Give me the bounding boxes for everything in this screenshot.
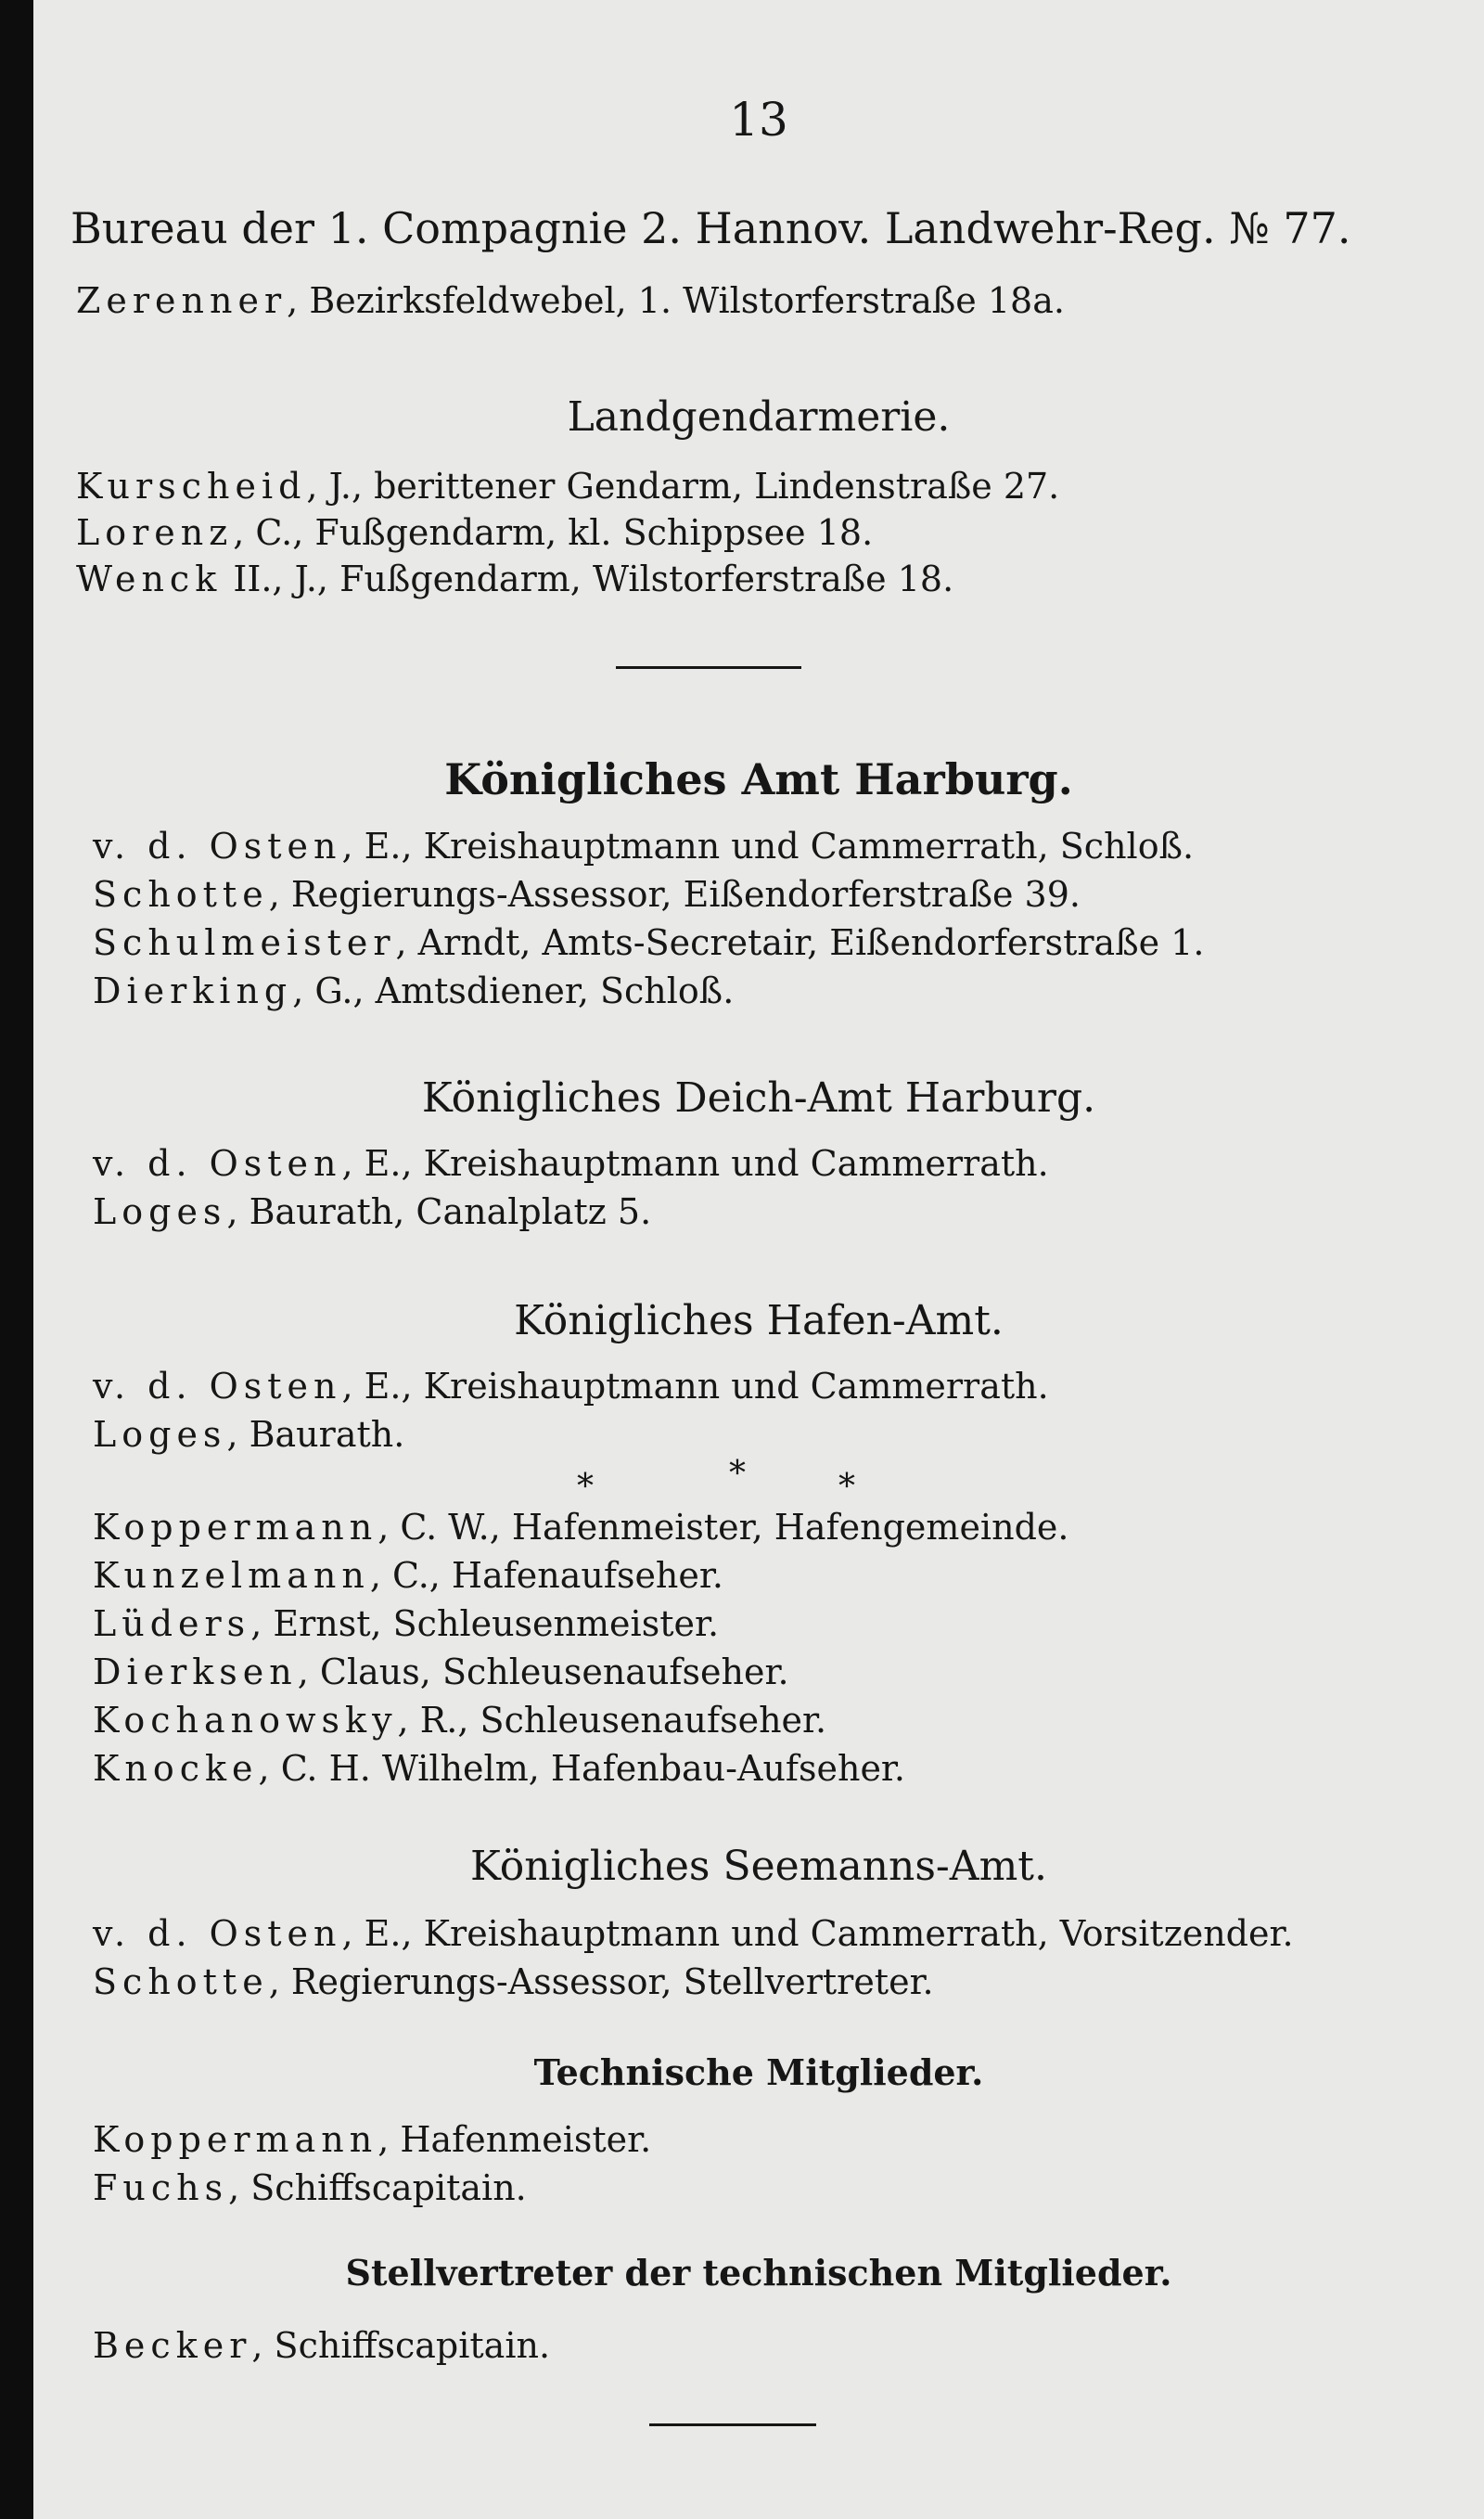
- entry-name: Knocke: [93, 1748, 259, 1789]
- entry-name: v. d. Osten: [93, 1366, 342, 1407]
- entry-details: , Schiffscapitain.: [228, 2167, 527, 2208]
- section-heading-seemanns-amt: Königliches Seemanns-Amt.: [470, 1843, 1047, 1890]
- entry-details: , Baurath.: [226, 1414, 405, 1455]
- entry-details: , E., Kreishauptmann und Cammerrath, Schloß.: [341, 826, 1195, 867]
- entry-details: , Regierungs-Assessor, Eißendorferstraße 39.: [268, 874, 1081, 915]
- list-item: [93, 920, 1204, 965]
- list-item: [93, 2166, 527, 2210]
- entry-name: Fuchs: [93, 2167, 229, 2208]
- section-heading-amt-harburg: Königliches Amt Harburg.: [444, 754, 1073, 804]
- entry-name: Lorenz: [76, 512, 234, 553]
- list-item: [93, 969, 734, 1013]
- subheading-technische-mitglieder: Technische Mitglieder.: [533, 2051, 984, 2093]
- entry-name: Koppermann: [93, 1507, 378, 1548]
- list-item: [93, 1553, 723, 1598]
- entry-details: , C., Fußgendarm, kl. Schippsee 18.: [233, 512, 874, 553]
- list-item: [93, 2323, 550, 2368]
- entry-name: Becker: [93, 2325, 252, 2366]
- list-item: [76, 278, 1065, 323]
- entry-details: , C. H. Wilhelm, Hafenbau-Aufseher.: [258, 1748, 905, 1789]
- entry-name: Zerenner: [76, 280, 288, 321]
- list-item: [93, 1960, 934, 2004]
- entry-details: , Arndt, Amts-Secretair, Eißendorferstraße 1.: [395, 922, 1205, 963]
- entry-name: Loges: [93, 1414, 227, 1455]
- section-heading-deich-amt: Königliches Deich-Amt Harburg.: [421, 1074, 1096, 1122]
- entry-name: Schotte: [93, 874, 269, 915]
- list-item: [93, 2117, 651, 2162]
- page-number: 13: [729, 93, 788, 147]
- list-item: [93, 824, 1194, 868]
- entry-details: , Schiffscapitain.: [251, 2325, 551, 2366]
- list-item: [93, 1364, 1049, 1408]
- entry-details: , R., Schleusenaufseher.: [397, 1700, 827, 1741]
- entry-name: Koppermann: [93, 2119, 378, 2160]
- entry-details: , E., Kreishauptmann und Cammerrath.: [341, 1143, 1049, 1184]
- list-item: [93, 1412, 404, 1457]
- list-item: [93, 1911, 1294, 1956]
- entry-name: Kurscheid: [76, 466, 307, 507]
- subheading-stellvertreter: Stellvertreter der technischen Mitglieder.: [345, 2252, 1172, 2294]
- entry-name: Dierking: [93, 970, 293, 1011]
- list-item: [93, 1698, 826, 1742]
- entry-details: , E., Kreishauptmann und Cammerrath, Vorsitzender.: [341, 1913, 1294, 1954]
- list-item: [76, 510, 873, 555]
- section-heading-hafen-amt: Königliches Hafen-Amt.: [514, 1297, 1004, 1344]
- list-item: [93, 1650, 789, 1694]
- list-item: [76, 557, 953, 601]
- entry-details: , Regierungs-Assessor, Stellvertreter.: [268, 1961, 934, 2002]
- list-item: [93, 872, 1081, 917]
- entry-name: Kochanowsky: [93, 1700, 398, 1741]
- section-heading-landgendarmerie: Landgendarmerie.: [567, 393, 951, 441]
- divider: [649, 2423, 816, 2426]
- entry-details: , J., berittener Gendarm, Lindenstraße 27.: [306, 466, 1060, 507]
- divider: [616, 666, 801, 669]
- entry-name: Lüders: [93, 1603, 251, 1644]
- book-page: [33, 0, 1484, 2519]
- entry-details: , C., Hafenaufseher.: [369, 1555, 723, 1596]
- entry-name: Schulmeister: [93, 922, 396, 963]
- list-item: [93, 1505, 1068, 1549]
- entry-name: Wenck: [76, 559, 223, 599]
- bureau-heading: Bureau der 1. Compagnie 2. Hannov. Landwehr-Reg. № 77.: [70, 203, 1351, 253]
- list-item: [76, 464, 1059, 508]
- entry-details: II., J., Fußgendarm, Wilstorferstraße 18.: [222, 559, 954, 599]
- asterisk-ornament: *: [729, 1455, 746, 1493]
- entry-details: , Bezirksfeldwebel, 1. Wilstorferstraße 18a.: [287, 280, 1065, 321]
- list-item: [93, 1601, 719, 1646]
- entry-details: , G., Amtsdiener, Schloß.: [292, 970, 735, 1011]
- entry-details: , Baurath, Canalplatz 5.: [226, 1191, 652, 1232]
- entry-details: , C. W., Hafenmeister, Hafengemeinde.: [377, 1507, 1069, 1548]
- entry-details: , Hafenmeister.: [377, 2119, 652, 2160]
- entry-name: v. d. Osten: [93, 1913, 342, 1954]
- entry-name: v. d. Osten: [93, 1143, 342, 1184]
- entry-name: Loges: [93, 1191, 227, 1232]
- entry-name: v. d. Osten: [93, 826, 342, 867]
- entry-details: , Ernst, Schleusenmeister.: [250, 1603, 720, 1644]
- entry-details: , Claus, Schleusenaufseher.: [297, 1651, 789, 1692]
- list-item: [93, 1189, 651, 1234]
- entry-details: , E., Kreishauptmann und Cammerrath.: [341, 1366, 1049, 1407]
- asterisk-ornament: *: [577, 1468, 594, 1506]
- entry-name: Kunzelmann: [93, 1555, 370, 1596]
- list-item: [93, 1141, 1049, 1186]
- asterisk-ornament: *: [838, 1468, 855, 1506]
- list-item: [93, 1746, 905, 1791]
- entry-name: Dierksen: [93, 1651, 298, 1692]
- entry-name: Schotte: [93, 1961, 269, 2002]
